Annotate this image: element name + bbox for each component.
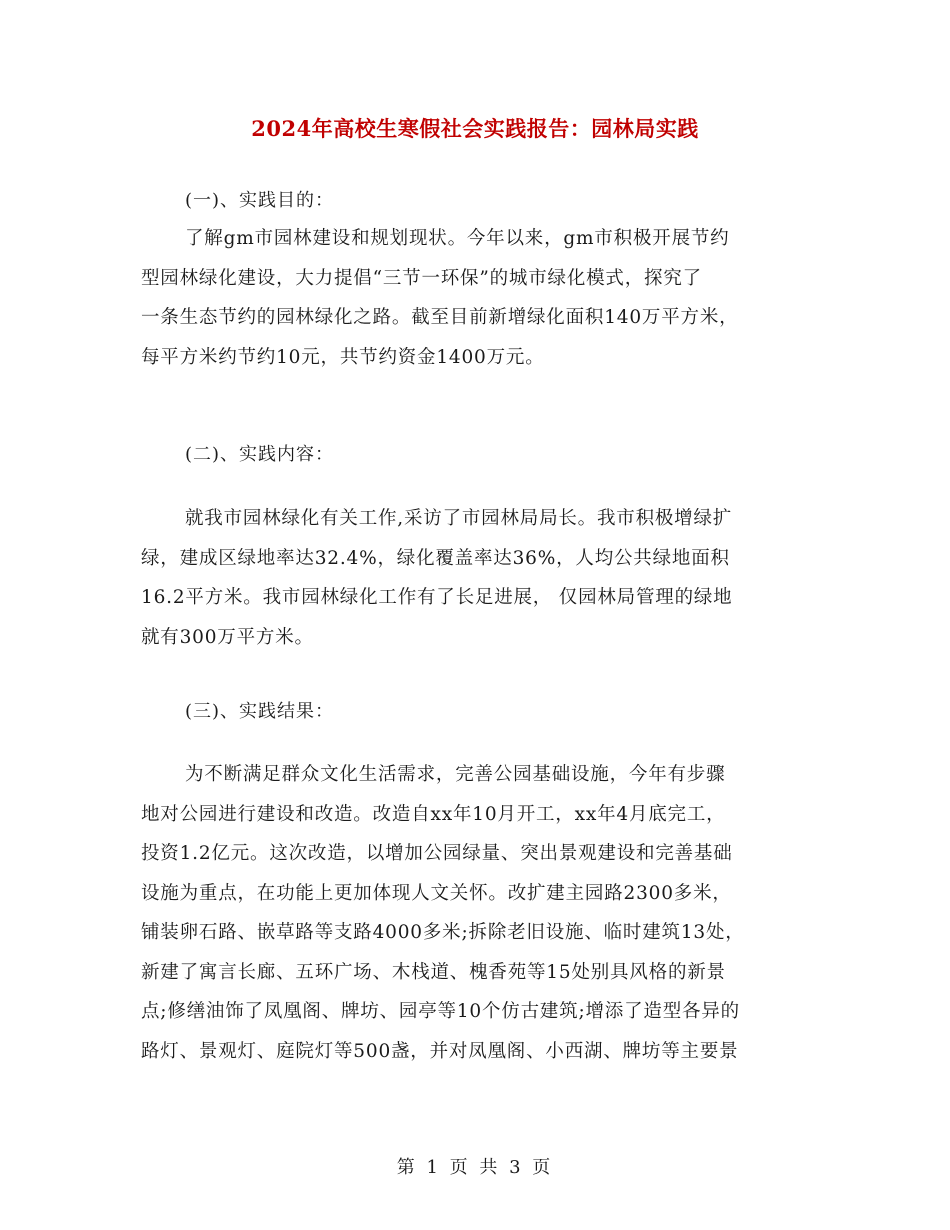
body-line: 设施为重点，在功能上更加体现人文关怀。改扩建主园路2300多米， <box>141 882 732 904</box>
section-body-purpose <box>141 219 811 377</box>
body-line: 每平方米约节约10元，共节约资金1400万元。 <box>141 346 545 368</box>
section-heading-purpose: (一)、实践目的： <box>185 190 335 211</box>
page-footer: 第 1 页 共 3 页 <box>396 1157 554 1178</box>
document-title: 2024年高校生寒假社会实践报告：园林局实践 <box>251 116 699 141</box>
body-line: 就我市园林绿化有关工作,采访了市园林局局长。我市积极增绿扩 <box>185 508 733 529</box>
body-line: 地对公园进行建设和改造。改造自xx年10月开工，xx年4月底完工， <box>141 803 726 825</box>
body-line: 新建了寓言长廊、五环广场、木栈道、槐香苑等15处别具风格的新景 <box>141 961 726 983</box>
body-line: 点;修缮油饰了凤凰阁、牌坊、园亭等10个仿古建筑;增添了造型各异的 <box>141 1001 740 1022</box>
body-line: 绿，建成区绿地率达32.4%，绿化覆盖率达36%，人均公共绿地面积 <box>141 547 730 569</box>
section-body-results <box>141 755 811 1071</box>
section-heading-content: (二)、实践内容： <box>185 444 335 465</box>
body-line: 型园林绿化建设，大力提倡“三节一环保”的城市绿化模式，探究了 <box>141 267 702 289</box>
body-line: 为不断满足群众文化生活需求，完善公园基础设施，今年有步骤 <box>185 764 726 785</box>
body-line: 就有300万平方米。 <box>141 626 314 648</box>
section-heading-results: (三)、实践结果： <box>185 701 335 722</box>
body-line: 铺装卵石路、嵌草路等支路4000多米;拆除老旧设施、临时建筑13处， <box>141 922 745 943</box>
body-line: 路灯、景观灯、庭院灯等500盏，并对凤凰阁、小西湖、牌坊等主要景 <box>141 1040 739 1062</box>
body-line: 了解gm市园林建设和规划现状。今年以来，gm市积极开展节约 <box>185 228 730 249</box>
body-line: 一条生态节约的园林绿化之路。截至目前新增绿化面积140万平方米， <box>141 307 739 328</box>
section-body-content <box>141 499 811 657</box>
body-line: 投资1.2亿元。这次改造，以增加公园绿量、突出景观建设和完善基础 <box>141 843 733 864</box>
body-line: 16.2平方米。我市园林绿化工作有了长足进展， 仅园林局管理的绿地 <box>141 587 733 608</box>
